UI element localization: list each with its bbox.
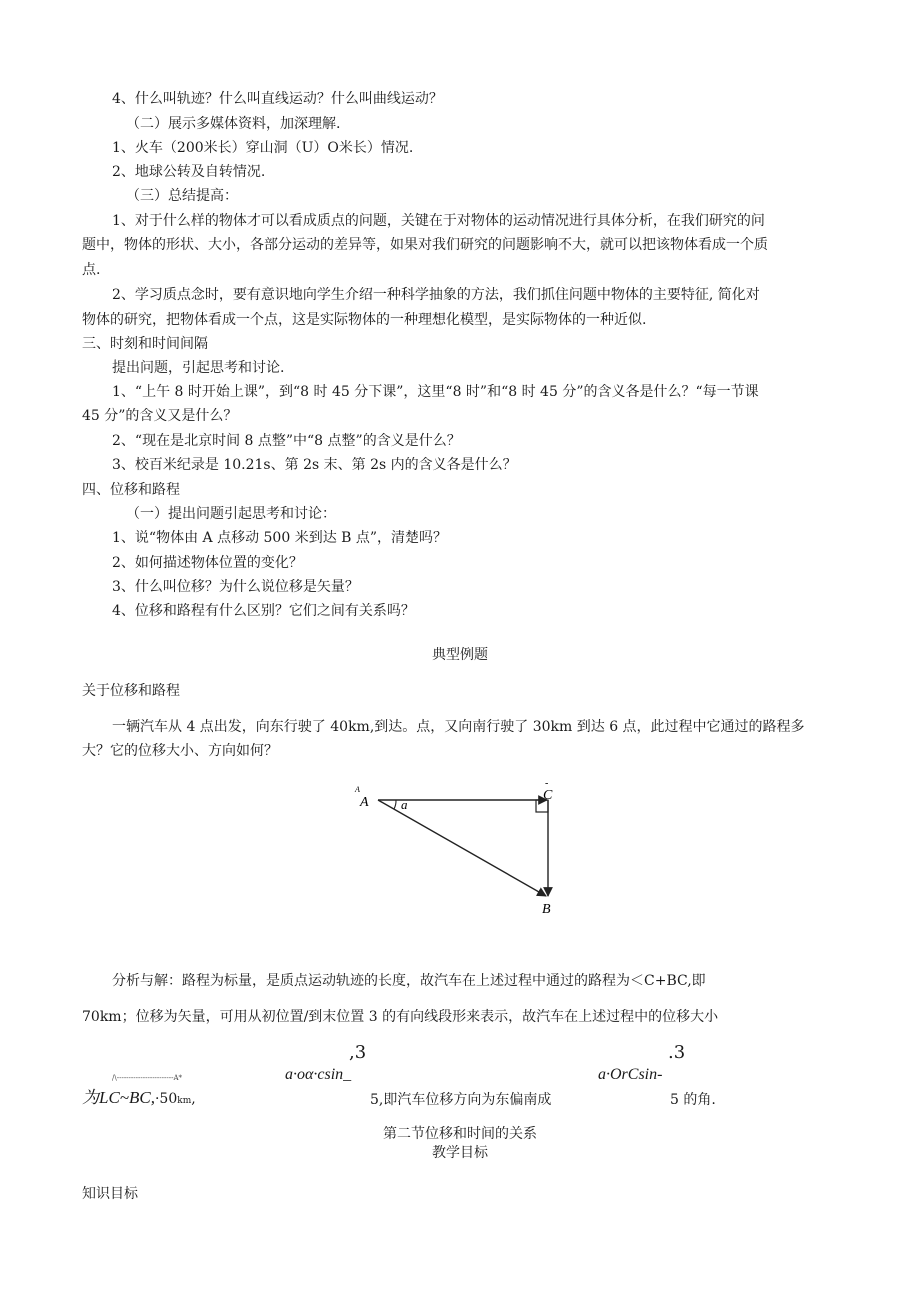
formula-lead-value: ·50: [154, 1091, 178, 1107]
formula-lead: [82, 1088, 196, 1111]
example-problem-line-1: 一辆汽车从 4 点出发，向东行驶了 40km,到达。点，又向南行驶了 30km 到达 6 点，此过程中它通过的路程多: [112, 719, 805, 735]
formula-lead-expr: 为LC~BC,: [82, 1088, 155, 1107]
formula-number-2: .3: [668, 1042, 686, 1063]
section-4-subheading: （一）提出问题引起思考和讨论：: [126, 506, 336, 522]
segment-ab: [378, 800, 546, 896]
media-item-2: 2、地球公转及自转情况.: [112, 164, 266, 180]
knowledge-goals-heading: 知识目标: [82, 1186, 138, 1202]
next-section-title: 第二节位移和时间的关系: [383, 1126, 537, 1142]
analysis-line-2: 70km；位移为矢量，可用从初位置/到末位置 3 的有向线段形来表示，故汽车在上述过程中的位移大小: [82, 1009, 719, 1025]
media-item-1: 1、火车（200米长）穿山洞（U）O米长）情况.: [112, 140, 414, 156]
example-heading: 典型例题: [432, 647, 488, 663]
section-4-q3: 3、什么叫位移？为什么说位移是矢量？: [112, 579, 359, 595]
formula-expression-2: a·OrCsin-: [598, 1066, 663, 1083]
summary-2-line-2: 物体的研究，把物体看成一个点，这是实际物体的一种理想化模型，是实际物体的一种近似.: [82, 312, 647, 328]
angle-arc: [394, 800, 396, 809]
summary-2-line-1: 2、学习质点念时，要有意识地向学生介绍一种科学抽象的方法，我们抓住问题中物体的主要特征, 简化对: [112, 287, 760, 303]
summary-1-line-2: 题中，物体的形状、大小，各部分运动的差异等，如果对我们研究的问题影响不大，就可以把该物体看成一个质: [82, 237, 768, 253]
section-4-title: 四、位移和路程: [82, 482, 180, 498]
section-4-q4: 4、位移和路程有什么区别？它们之间有关系吗？: [112, 603, 415, 619]
displacement-diagram: [340, 770, 600, 920]
question-4: 4、什么叫轨迹？什么叫直线运动？什么叫曲线运动？: [112, 91, 443, 107]
formula-lead-end: ,: [191, 1091, 196, 1107]
example-problem-line-2: 大？它的位移大小、方向如何？: [82, 743, 278, 759]
formula-small-note: /\------------------------A*: [112, 1074, 183, 1082]
section-3-q1-line-1: 1、“上午 8 时开始上课”，到“8 时 45 分下课”，这里“8 时”和“8 时 45 分”的含义各是什么？“每一节课: [112, 384, 759, 400]
subheading-3: （三）总结提高：: [126, 188, 238, 204]
formula-expression-1: a·oα·csin_: [285, 1066, 352, 1083]
section-3-title: 三、时刻和时间间隔: [82, 336, 208, 352]
label-b: B: [542, 902, 551, 917]
label-a-tick: A: [355, 785, 360, 794]
summary-1-line-1: 1、对于什么样的物体才可以看成质点的问题，关键在于对物体的运动情况进行具体分析，在我们研究的问: [112, 213, 765, 229]
section-3-q3: 3、校百米纪录是 10.21s、第 2s 末、第 2s 内的含义各是什么？: [112, 457, 517, 473]
section-3-q1-line-2: 45 分”的含义又是什么？: [82, 408, 238, 424]
formula-direction: 5,即汽车位移方向为东偏南成: [370, 1092, 552, 1108]
example-topic: 关于位移和路程: [82, 683, 180, 699]
section-3-q2: 2、“现在是北京时间 8 点整”中“8 点整”的含义是什么？: [112, 433, 461, 449]
section-3-intro: 提出问题，引起思考和讨论.: [112, 360, 285, 376]
section-4-q2: 2、如何描述物体位置的变化？: [112, 555, 303, 571]
analysis-line-1: 分析与解：路程为标量，是质点运动轨迹的长度，故汽车在上述过程中通过的路程为＜C+BC,即: [112, 973, 706, 989]
formula-angle-end: 5 的角.: [670, 1092, 716, 1108]
summary-1-line-3: 点.: [82, 262, 101, 278]
formula-number-1: ,3: [349, 1042, 367, 1063]
formula-lead-unit: km: [177, 1096, 192, 1106]
angle-label: a: [401, 797, 408, 812]
next-section-subtitle: 教学目标: [432, 1145, 488, 1161]
section-4-q1: 1、说“物体由 A 点移动 500 米到达 B 点”，清楚吗？: [112, 530, 448, 546]
subheading-2: （二）展示多媒体资料，加深理解.: [126, 116, 341, 132]
label-c-tick: -: [545, 778, 549, 789]
label-a: A: [360, 795, 369, 810]
label-c: C: [543, 788, 553, 803]
